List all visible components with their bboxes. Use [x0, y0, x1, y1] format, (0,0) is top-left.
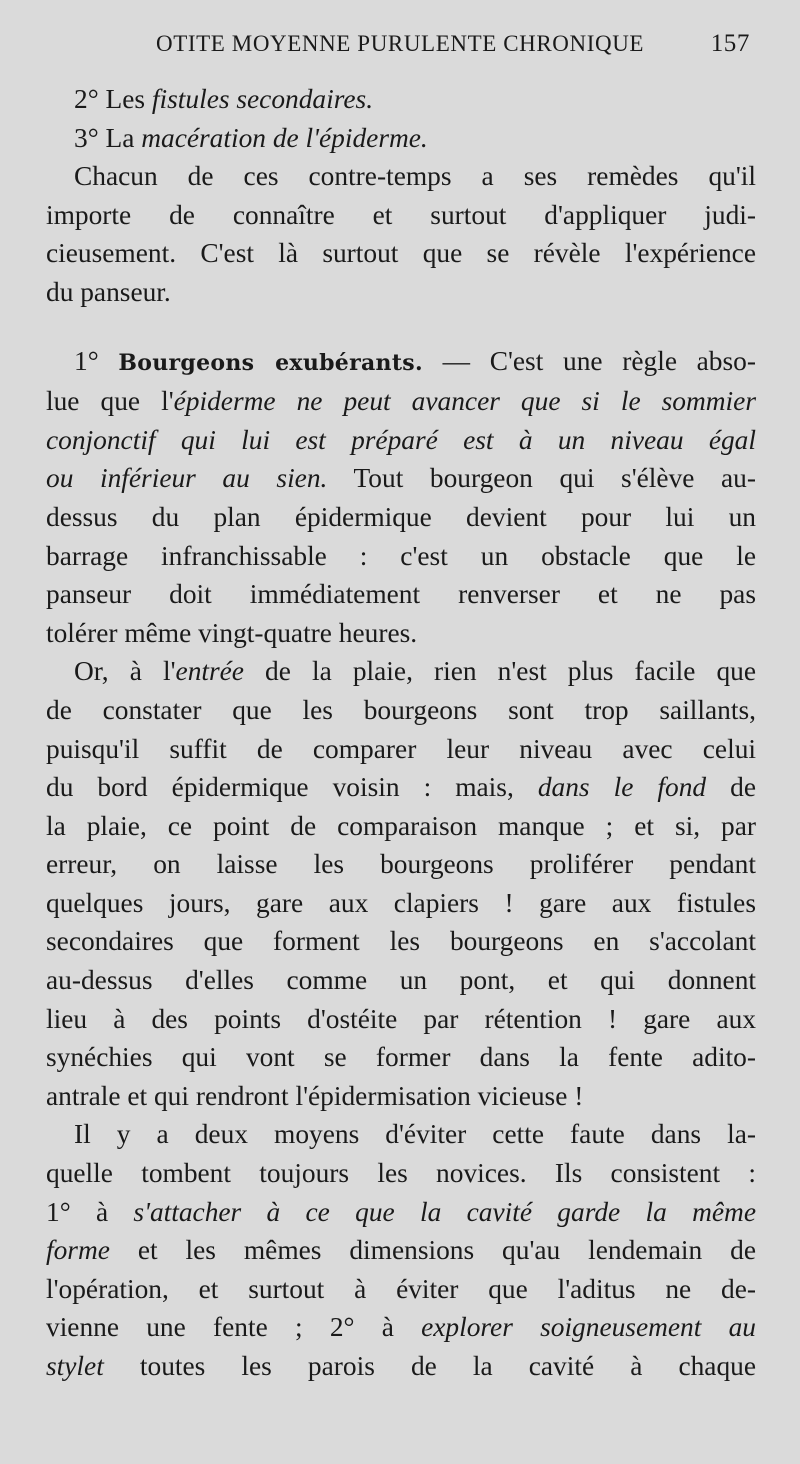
text-line: conjonctif qui lui est préparé est à un niveau égal [46, 424, 756, 455]
section-heading: Bourgeons exubérants. [118, 349, 423, 376]
text-line: lue que l'épiderme ne peut avancer que si le sommier [46, 386, 756, 417]
section-lead-text: — C'est une règle abso- [422, 345, 756, 376]
page-number: 157 [710, 30, 750, 57]
text-line: erreur, on laisse les bourgeons proliférer pendant [46, 849, 756, 880]
text-line: panseur doit immédiatement renverser et ne pas [46, 579, 756, 610]
text-line: barrage infranchissable : c'est un obstacle que le [46, 540, 756, 571]
text-line: de constater que les bourgeons sont trop saillants, [46, 694, 756, 725]
section-number: 1° [74, 345, 119, 376]
text-line: importe de connaître et surtout d'appliquer judi- [46, 199, 756, 230]
text-line: au-dessus d'elles comme un pont, et qui donnent [46, 965, 756, 996]
section-heading-line [46, 342, 756, 383]
text-line: 1° à s'attacher à ce que la cavité garde la même [46, 1196, 756, 1227]
text-line: 3° La macération de l'épiderme. [74, 122, 428, 153]
text-line: ou inférieur au sien. Tout bourgeon qui s'élève au- [46, 463, 756, 494]
text-line: forme et les mêmes dimensions qu'au lendemain de [46, 1235, 756, 1266]
text-line: l'opération, et surtout à éviter que l'aditus ne de- [46, 1273, 756, 1304]
text-line: synéchies qui vont se former dans la fente adito- [46, 1042, 756, 1073]
text-line: cieusement. C'est là surtout que se révèle l'expérience [46, 238, 756, 269]
text-line: du panseur. [46, 276, 171, 307]
text-line: 2° Les fistules secondaires. [74, 84, 374, 114]
text-line: vienne une fente ; 2° à explorer soigneusement au [46, 1312, 756, 1343]
body-text [46, 80, 756, 1386]
text-line: quelques jours, gare aux clapiers ! gare aux fistules [46, 887, 756, 918]
running-header [46, 30, 756, 80]
text-line: la plaie, ce point de comparaison manque ; et si, par [46, 810, 756, 841]
text-line: du bord épidermique voisin : mais, dans le fond de [46, 772, 757, 803]
text-line: antrale et qui rendront l'épidermisation vicieuse ! [46, 1080, 584, 1111]
text-line: stylet toutes les parois de la cavité à chaque [46, 1351, 756, 1381]
text-line: Il y a deux moyens d'éviter cette faute dans la- [74, 1119, 756, 1150]
text-line: quelle tombent toujours les novices. Ils consistent : [46, 1158, 756, 1189]
running-title: OTITE MOYENNE PURULENTE CHRONIQUE [156, 31, 645, 56]
text-line: puisqu'il suffit de comparer leur niveau avec celui [46, 733, 756, 764]
text-line: dessus du plan épidermique devient pour lui un [46, 501, 756, 532]
paragraph-gap [46, 312, 756, 342]
text-line: tolérer même vingt-quatre heures. [46, 617, 418, 648]
text-line: Chacun de ces contre-temps a ses remèdes qu'il [74, 161, 756, 192]
text-line: lieu à des points d'ostéite par rétention ! gare aux [46, 1003, 756, 1034]
text-line: secondaires que forment les bourgeons en s'accolant [46, 926, 756, 957]
text-line: Or, à l'entrée de la plaie, rien n'est plus facile que [74, 656, 756, 687]
